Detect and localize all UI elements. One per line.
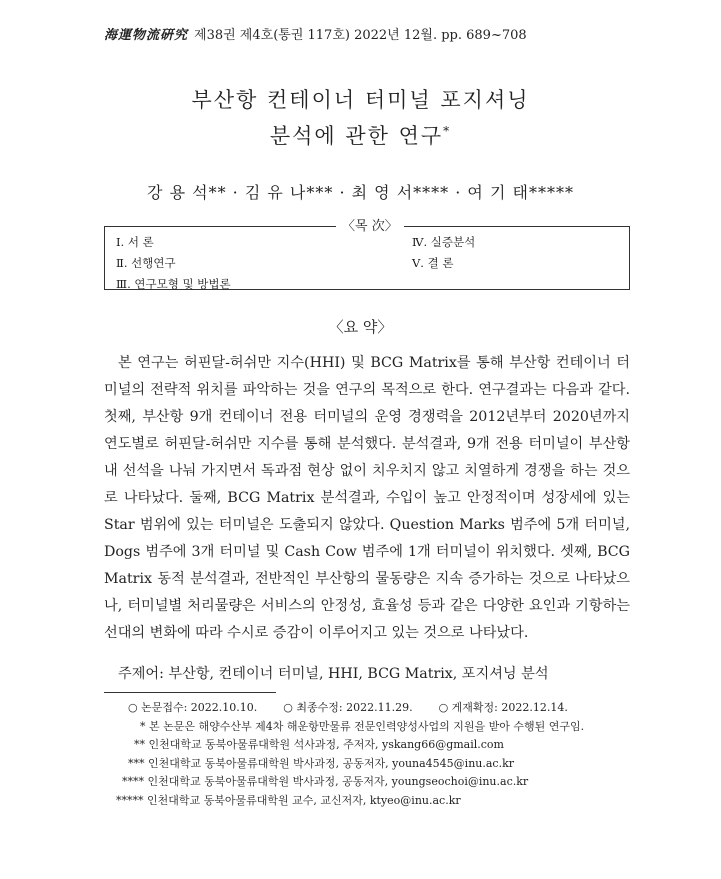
footnote-author-3: **** 인천대학교 동북아물류대학원 박사과정, 공동저자, youngseochoi@inu.ac.kr — [122, 775, 529, 788]
footnote-divider — [104, 692, 276, 693]
paper-title-line-1: 부산항 컨테이너 터미널 포지셔닝 — [191, 88, 530, 112]
footnote-funding: * 본 논문은 해양수산부 제4차 해운항만물류 전문인력양성사업의 지원을 받아 수행된 연구임. — [140, 719, 585, 733]
toc-item: Ⅳ. 실증분석 — [412, 235, 476, 249]
toc-item: Ⅴ. 결 론 — [412, 256, 454, 270]
author-list: 강 용 석** · 김 유 나*** · 최 영 서**** · 여 기 태***** — [147, 183, 574, 202]
submission-dates — [104, 699, 594, 718]
abstract-paragraph: 본 연구는 허핀달-허쉬만 지수(HHI) 및 BCG Matrix를 통해 부산항 컨테이너 터미널의 전략적 위치를 파악하는 것을 연구의 목적으로 한다. 연구결과는 다음과 같다. 첫째, 부산항 9개 컨테이너 전용 터미널의 운영 경쟁력을 2012년부터 2020년까지 연도별로 허핀달-허쉬만 지수를 통해 분석했다. 분석결과, 9개 전용 터미널이 부산항 내 선석을 나눠 가지면서 독과점 현상 없이 치우치지 않고 치열하게 경쟁을 하는 것으로 나타났다. 둘째, BCG Matrix 분석결과, 수입이 높고 안정적이며 성장세에 있는 Star 범위에 있는 터미널은 도출되지 않았다. Question Marks 범주에 5개 터미널, Dogs 범주에 3개 터미널 및 Cash Cow 범주에 1개 터미널이 위치했다. 셋째, BCG Matrix 동적 분석결과, 전반적인 부산항의 물동량은 지속 증가하는 것으로 나타났으나, 터미널별 처리물량은 서비스의 안정성, 효율성 등과 같은 다양한 요인과 기항하는 선대의 변화에 따라 수시로 증감이 이루어지고 있는 것으로 나타났다. — [104, 355, 630, 641]
toc-item: Ⅰ. 서 론 — [116, 235, 154, 249]
footnotes — [104, 699, 594, 810]
keywords: 주제어: 부산항, 컨테이너 터미널, HHI, BCG Matrix, 포지셔닝 분석 — [118, 666, 549, 682]
paper-title-text: 분석에 관한 연구 — [269, 124, 444, 148]
abstract-body — [104, 350, 630, 647]
footnote-author-4: ***** 인천대학교 동북아물류대학원 교수, 교신저자, ktyeo@inu.ac.kr — [116, 793, 461, 807]
abstract-heading: 〈요 약〉 — [328, 318, 393, 336]
toc-left-column — [116, 232, 231, 295]
received-date: ○ 논문접수: 2022.10.10. — [128, 701, 258, 714]
accepted-date: ○ 게재확정: 2022.12.14. — [438, 701, 568, 714]
revised-date: ○ 최종수정: 2022.11.29. — [283, 701, 413, 714]
paper-title-line-2 — [0, 120, 721, 150]
citation-info: 제38권 제4호(통권 117호) 2022년 12월. pp. 689~708 — [194, 28, 527, 43]
toc-title: 〈목 次〉 — [336, 215, 404, 234]
footnote-author-1: ** 인천대학교 동북아물류대학원 석사과정, 주저자, yskang66@gmail.com — [134, 738, 504, 751]
toc-item: Ⅱ. 선행연구 — [116, 256, 176, 270]
toc-right-column — [412, 232, 475, 274]
toc-item: Ⅲ. 연구모형 및 방법론 — [116, 277, 231, 291]
journal-name: 海運物流硏究 — [104, 28, 189, 43]
title-footnote-mark: * — [443, 124, 452, 138]
running-header — [104, 24, 527, 43]
footnote-author-2: *** 인천대학교 동북아물류대학원 박사과정, 공동저자, youna4545@inu.ac.kr — [128, 756, 515, 770]
